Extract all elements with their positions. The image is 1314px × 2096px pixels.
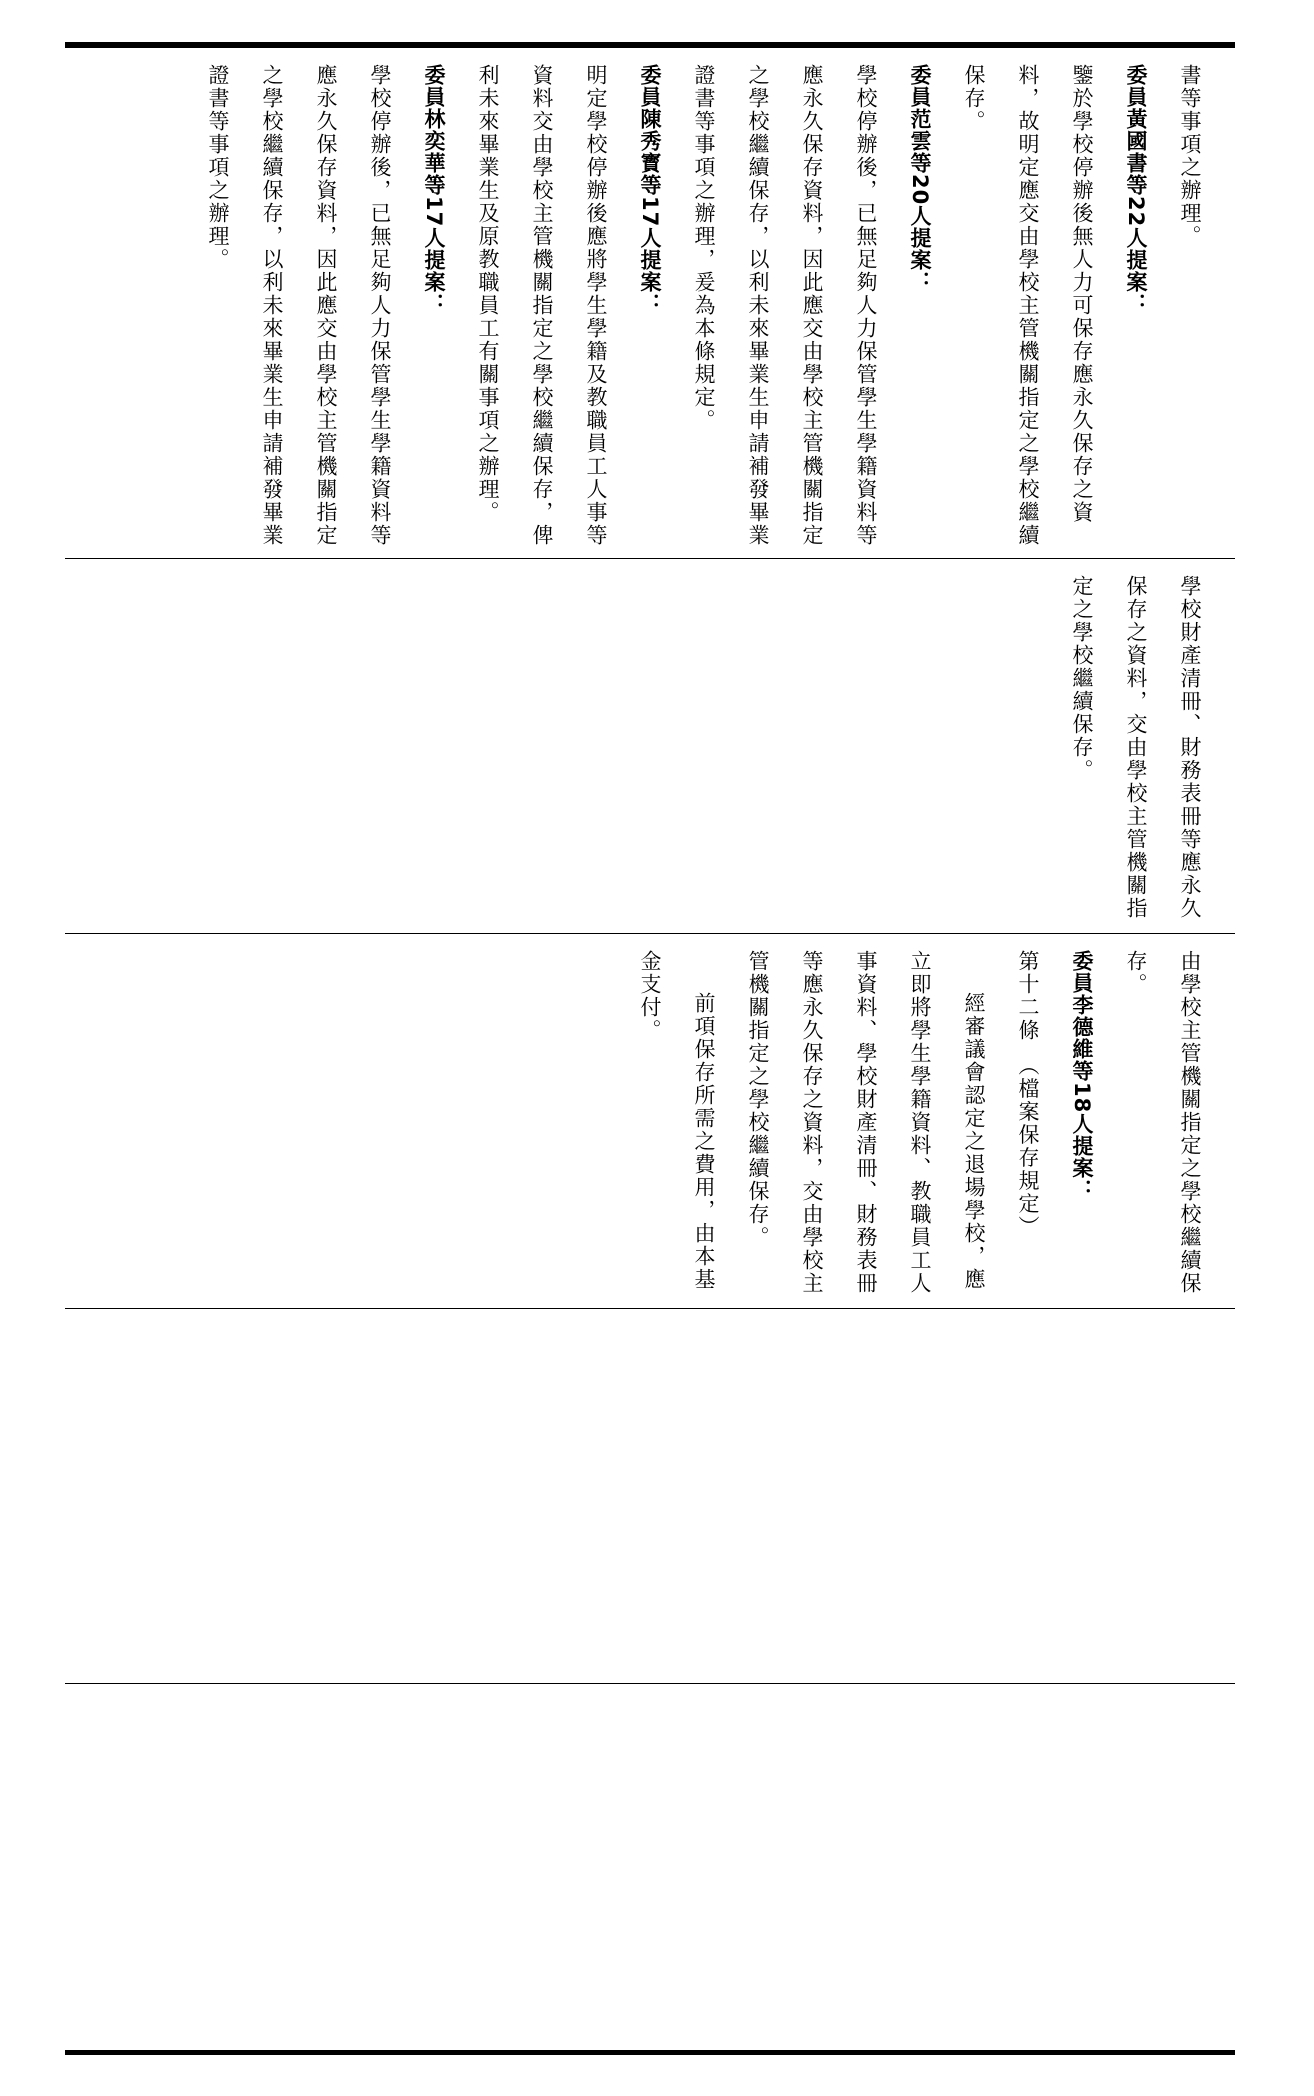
paragraph-text: 書等事項之辦理。 [1178, 64, 1202, 248]
paragraph-text: 前項保存所需之費用，由本基金支付。 [638, 950, 716, 1291]
table-cell-empty [65, 1309, 1235, 1683]
paragraph-text: 學校財產清冊、財務表冊等應永久保存之資料，交由學校主管機關指定之學校繼續保存。 [1070, 575, 1202, 920]
proposal-heading: 委員李德維等18人提案： [1070, 950, 1094, 1202]
paragraph-text: 第十二條 （檔案保存規定） [1016, 950, 1040, 1239]
paragraph-text: 鑒於學校停辦後無人力可保存應永久保存之資料，故明定應交由學校主管機關指定之學校繼續保存。 [962, 64, 1094, 547]
paragraph-text: 學校停辦後，已無足夠人力保管學生學籍資料等應永久保存資料，因此應交由學校主管機關指定之學校繼續保存，以利未來畢業生申請補發畢業證書等事項之辦理，爰為本條規定。 [692, 64, 878, 547]
table-cell-current-provision [65, 559, 1235, 933]
proposal-heading: 委員陳秀寳等17人提案： [638, 64, 662, 316]
table-cell-explanation [65, 48, 1235, 558]
proposal-heading: 委員黃國書等22人提案： [1124, 64, 1148, 316]
paragraph-text: 由學校主管機關指定之學校繼續保存。 [1124, 950, 1202, 1295]
bottom-border [65, 2050, 1235, 2055]
table-cell-empty [65, 1684, 1235, 2050]
paragraph-text: 經審議會認定之退場學校，應立即將學生學籍資料、教職員工人事資料、學校財產清冊、財務表冊等應永久保存之資料，交由學校主管機關指定之學校繼續保存。 [746, 950, 986, 1295]
proposal-heading: 委員林奕華等17人提案： [422, 64, 446, 316]
paragraph-text: 明定學校停辦後應將學生學籍及教職員工人事等資料交由學校主管機關指定之學校繼續保存，俾利未來畢業生及原教職員工有關事項之辦理。 [476, 64, 608, 547]
table-cell-proposed-provision [65, 934, 1235, 1308]
paragraph-text: 學校停辦後，已無足夠人力保管學生學籍資料等應永久保存資料，因此應交由學校主管機關指定之學校繼續保存，以利未來畢業生申請補發畢業證書等事項之辦理。 [206, 64, 392, 547]
proposal-heading: 委員范雲等20人提案： [908, 64, 932, 294]
